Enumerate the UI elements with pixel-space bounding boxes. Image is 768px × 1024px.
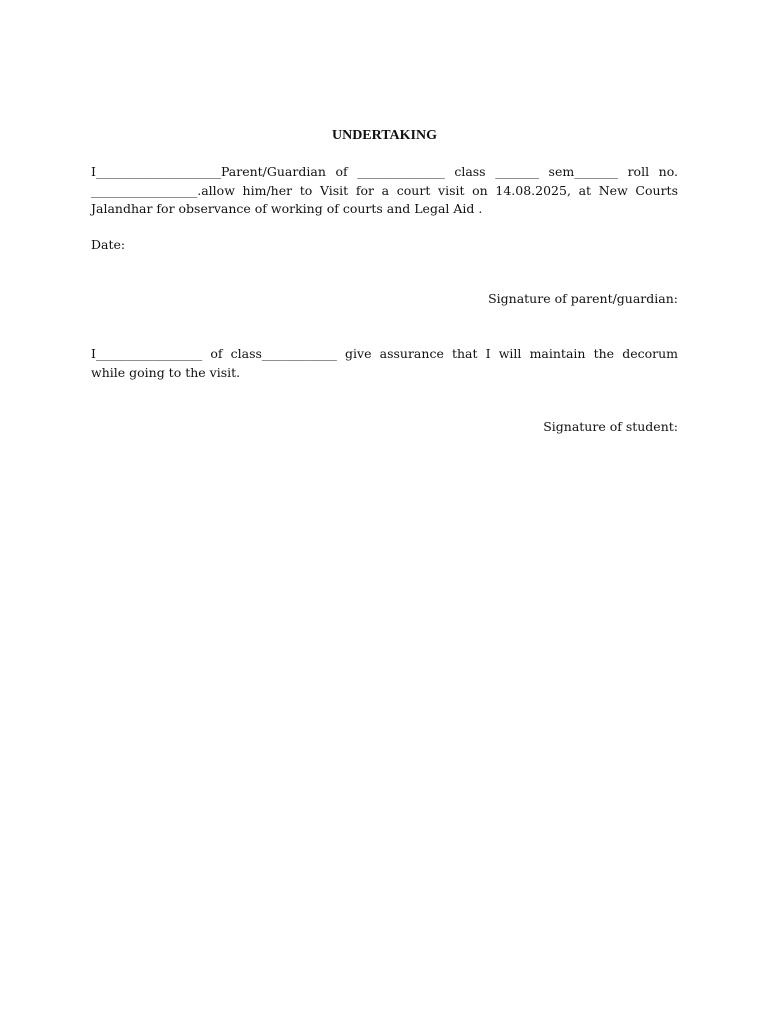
document-title: UNDERTAKING (331, 128, 438, 143)
parent-signature-label: Signature of parent/guardian: (488, 291, 678, 306)
paragraph-line: I_________________ of class____________ give assurance that I will maintain the decorum (91, 346, 678, 361)
paragraph-line: I____________________Parent/Guardian of ______________ class _______ sem_______ roll no. (91, 164, 678, 179)
paragraph-line: _________________.allow him/her to Visit for a court visit on 14.08.2025, at New Courts (91, 182, 678, 198)
student-assurance-paragraph (91, 345, 678, 382)
parent-consent-paragraph (91, 163, 678, 219)
document-page (91, 0, 678, 1024)
paragraph-line: while going to the visit. (91, 364, 241, 380)
paragraph-line: Jalandhar for observance of working of courts and Legal Aid . (91, 201, 483, 216)
date-label: Date: (91, 237, 126, 252)
student-signature-label: Signature of student: (543, 419, 678, 434)
